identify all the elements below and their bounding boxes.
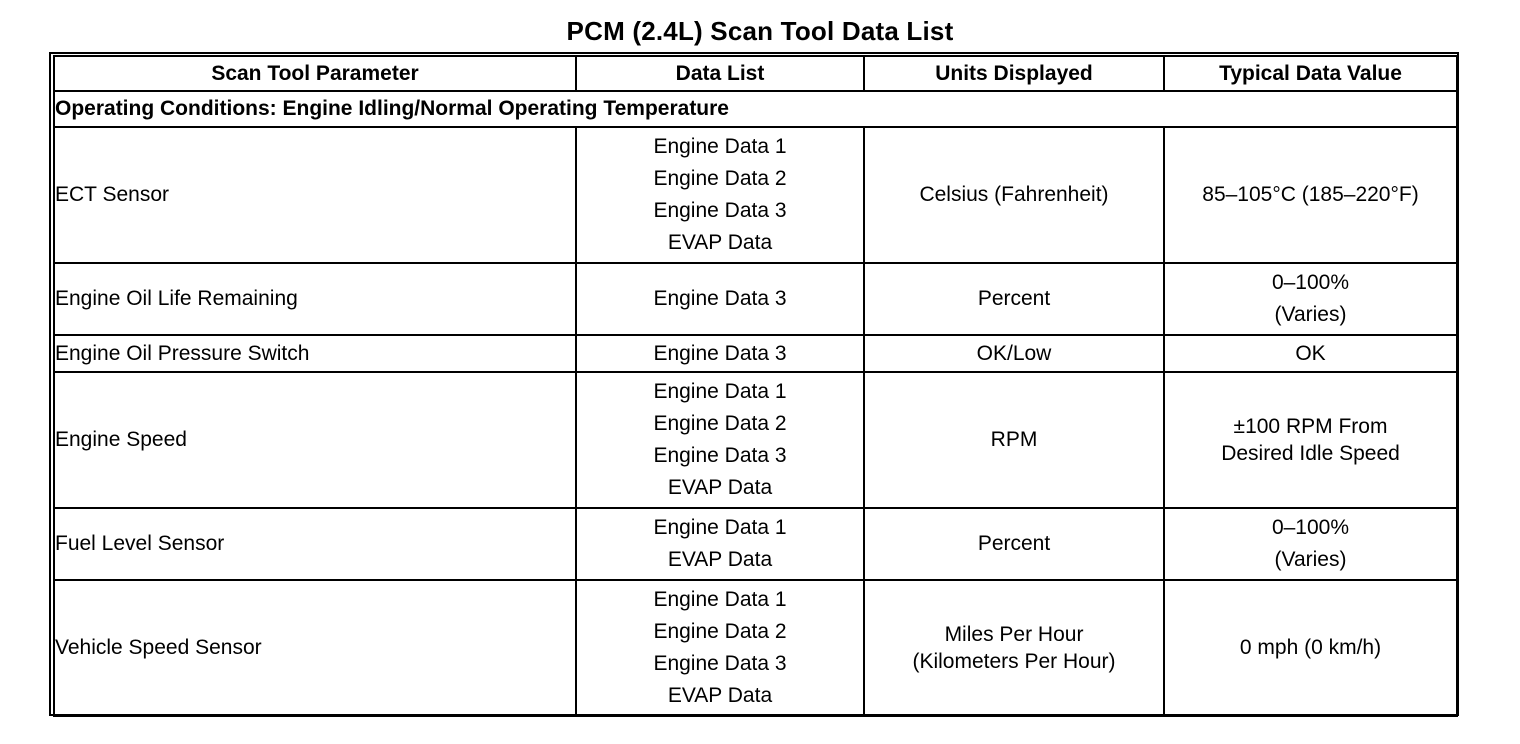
typical-value-cell <box>1164 335 1457 372</box>
typical-value-text: OK <box>1295 341 1326 365</box>
table-row <box>54 508 1457 580</box>
data-list-item: Engine Data 3 <box>653 341 787 365</box>
typical-value-text: Desired Idle Speed <box>1221 442 1400 465</box>
typical-value-text: (Varies) <box>1274 548 1347 571</box>
typical-value-cell <box>1164 580 1457 716</box>
data-list-cell <box>576 580 864 716</box>
data-list-item: Engine Data 3 <box>653 199 787 222</box>
header-row <box>54 56 1457 91</box>
typical-value-text: 0–100% <box>1271 516 1350 539</box>
data-list-item: Engine Data 3 <box>653 287 787 310</box>
data-list-item: Engine Data 2 <box>653 412 787 435</box>
parameter-cell: Vehicle Speed Sensor <box>54 580 576 716</box>
data-list-item: Engine Data 2 <box>653 620 787 643</box>
units-cell <box>864 580 1164 716</box>
table-row <box>54 335 1457 372</box>
units-text: OK/Low <box>976 341 1052 365</box>
data-list-cell <box>576 372 864 508</box>
typical-value-text: (Varies) <box>1274 303 1347 326</box>
operating-conditions-label: Operating Conditions: Engine Idling/Normal Operating Temperature <box>54 91 1457 127</box>
typical-value-text: 0 mph (0 km/h) <box>1239 636 1382 659</box>
header-units-displayed: Units Displayed <box>864 56 1164 91</box>
data-list-item: Engine Data 1 <box>653 516 787 539</box>
units-cell <box>864 263 1164 335</box>
units-text: Percent <box>977 532 1051 555</box>
data-list-item: Engine Data 3 <box>653 652 787 675</box>
typical-value-cell <box>1164 127 1457 263</box>
units-cell <box>864 372 1164 508</box>
table-row <box>54 580 1457 716</box>
typical-value-text: 85–105°C (185–220°F) <box>1202 183 1419 206</box>
data-list-cell <box>576 127 864 263</box>
units-cell <box>864 335 1164 372</box>
data-list-item: EVAP Data <box>667 684 773 707</box>
data-list-item: Engine Data 3 <box>653 444 787 467</box>
units-cell <box>864 508 1164 580</box>
data-list-cell <box>576 263 864 335</box>
page-title: PCM (2.4L) Scan Tool Data List <box>566 16 954 46</box>
typical-value-cell <box>1164 508 1457 580</box>
typical-value-cell <box>1164 263 1457 335</box>
parameter-cell: ECT Sensor <box>54 127 576 263</box>
data-list-item: Engine Data 1 <box>653 380 787 403</box>
parameter-cell: Engine Speed <box>54 372 576 508</box>
table-row <box>54 372 1457 508</box>
units-cell <box>864 127 1164 263</box>
data-list-item: Engine Data 1 <box>653 588 787 611</box>
units-text: (Kilometers Per Hour) <box>912 650 1116 673</box>
data-list-cell <box>576 335 864 372</box>
table-row <box>54 263 1457 335</box>
units-text: RPM <box>990 428 1038 451</box>
typical-value-text: ±100 RPM From <box>1233 415 1388 438</box>
parameter-cell: Engine Oil Life Remaining <box>54 263 576 335</box>
header-scan-tool-parameter: Scan Tool Parameter <box>54 56 576 91</box>
section-row <box>54 91 1457 127</box>
data-list-item: Engine Data 2 <box>653 167 787 190</box>
units-text: Celsius (Fahrenheit) <box>919 183 1109 206</box>
header-data-list: Data List <box>576 56 864 91</box>
table-row <box>54 127 1457 263</box>
typical-value-text: 0–100% <box>1271 271 1350 294</box>
data-list-item: EVAP Data <box>667 231 773 254</box>
scan-tool-data-table <box>53 55 1458 717</box>
typical-value-cell <box>1164 372 1457 508</box>
header-typical-data-value: Typical Data Value <box>1164 56 1457 91</box>
units-text: Percent <box>977 287 1051 310</box>
data-list-item: EVAP Data <box>667 476 773 499</box>
units-text: Miles Per Hour <box>944 623 1084 646</box>
data-list-item: Engine Data 1 <box>653 135 787 158</box>
parameter-cell: Fuel Level Sensor <box>54 508 576 580</box>
parameter-cell: Engine Oil Pressure Switch <box>54 335 576 372</box>
data-list-item: EVAP Data <box>667 548 773 571</box>
data-list-cell <box>576 508 864 580</box>
